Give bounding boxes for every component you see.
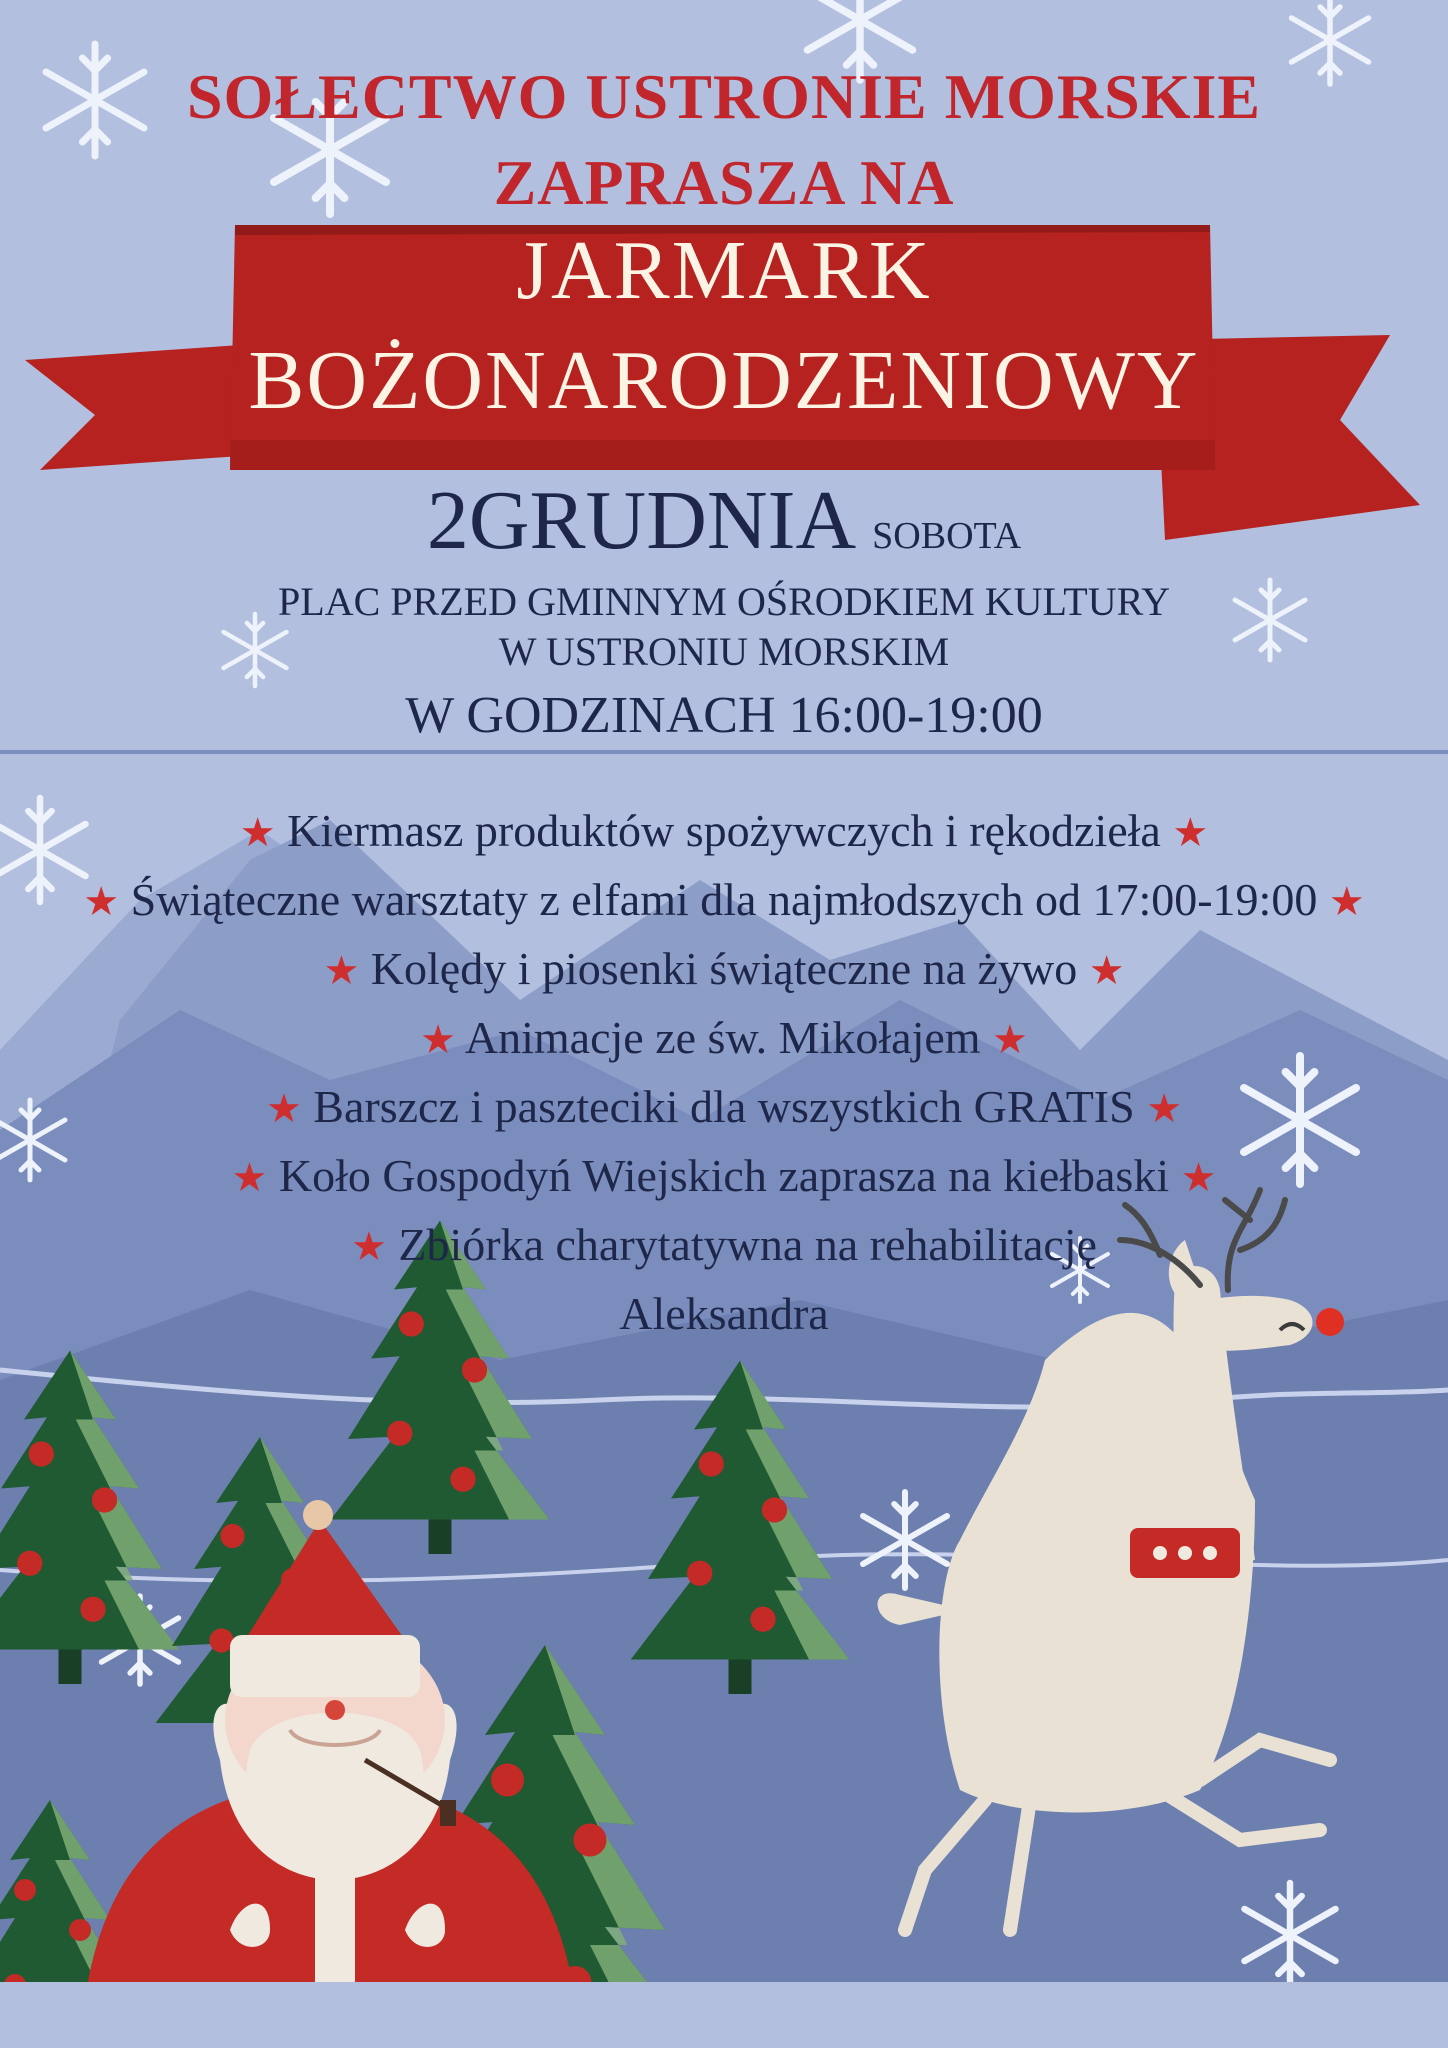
invitation-text: ZAPRASZA NA: [493, 147, 955, 218]
attraction-item: [0, 1072, 1448, 1141]
star-icon: ★: [992, 1017, 1028, 1063]
attraction-text: Kiermasz produktów spożywczych i rękodzieła: [287, 805, 1161, 856]
star-icon: ★: [1328, 879, 1365, 925]
attraction-text: Koło Gospodyń Wiejskich zaprasza na kiełbaski: [278, 1150, 1170, 1201]
star-icon: ★: [1172, 810, 1209, 856]
attraction-text: Kolędy i piosenki świąteczne na żywo: [370, 943, 1078, 994]
attraction-text: Świąteczne warsztaty z elfami dla najmłodszych od 17:00-19:00: [130, 874, 1318, 925]
star-icon: ★: [239, 810, 276, 856]
attraction-item: [0, 1141, 1448, 1210]
star-icon: ★: [420, 1017, 456, 1063]
date-weekday: SOBOTA: [872, 515, 1022, 557]
attraction-text: Zbiórka charytatywna na rehabilitację: [398, 1219, 1097, 1270]
date-day: 2: [426, 474, 469, 567]
star-icon: ★: [351, 1224, 387, 1270]
star-icon: ★: [265, 1086, 302, 1132]
organizer-name: SOŁECTWO USTRONIE MORSKIE: [186, 61, 1262, 132]
venue-line2: W USTRONIU MORSKIM: [498, 629, 950, 674]
date-month: GRUDNIA: [468, 474, 857, 567]
attraction-item: [0, 1003, 1448, 1072]
star-icon: ★: [1146, 1086, 1183, 1132]
event-hours: W GODZINACH 16:00-19:00: [405, 687, 1043, 744]
event-title-line1: JARMARK: [516, 224, 932, 317]
star-icon: ★: [231, 1155, 268, 1201]
attraction-item: [0, 1210, 1448, 1279]
attractions-list: [0, 796, 1448, 1348]
event-title-line2: BOŻONARODZENIOWY: [248, 334, 1200, 427]
attraction-item: [0, 865, 1448, 934]
attraction-item: [0, 796, 1448, 865]
attraction-text: Animacje ze św. Mikołajem: [464, 1012, 981, 1063]
attraction-item: [0, 934, 1448, 1003]
star-icon: ★: [83, 879, 120, 925]
star-icon: ★: [1088, 948, 1125, 994]
attraction-text: Barszcz i paszteciki dla wszystkich GRATIS: [313, 1081, 1135, 1132]
star-icon: ★: [323, 948, 360, 994]
attraction-continuation: Aleksandra: [619, 1288, 829, 1339]
star-icon: ★: [1180, 1155, 1217, 1201]
venue-line1: PLAC PRZED GMINNYM OŚRODKIEM KULTURY: [278, 579, 1170, 624]
event-date: [0, 472, 1448, 569]
